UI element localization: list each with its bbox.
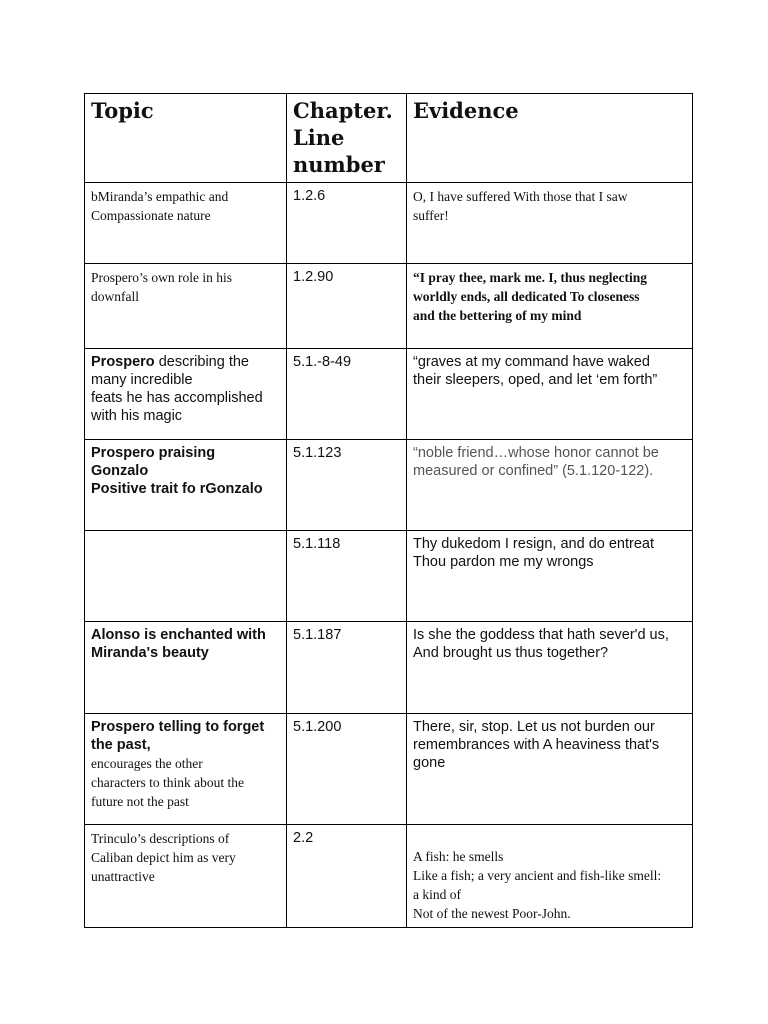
header-chapter-line: number — [293, 152, 385, 177]
chapter-cell: 5.1.-8-49 — [287, 349, 407, 440]
topic-cell — [85, 622, 287, 714]
table-row — [85, 440, 693, 531]
topic-cell — [85, 531, 287, 622]
header-evidence: Evidence — [407, 94, 693, 183]
header-topic: Topic — [85, 94, 287, 183]
topic-line: unattractive — [91, 869, 155, 884]
header-chapter-line: Line — [293, 125, 345, 150]
evidence-line: measured or confined” (5.1.120-122). — [413, 463, 654, 479]
table-row — [85, 349, 693, 440]
evidence-cell — [407, 622, 693, 714]
table-row — [85, 183, 693, 264]
topic-line: characters to think about the — [91, 775, 244, 790]
table-header-row — [85, 94, 693, 183]
topic-line: Trinculo’s descriptions of — [91, 831, 230, 846]
topic-cell — [85, 440, 287, 531]
evidence-line: Thy dukedom I resign, and do entreat — [413, 536, 655, 552]
topic-line: Gonzalo — [91, 463, 149, 479]
evidence-line: worldly ends, all dedicated To closeness — [413, 289, 640, 304]
header-chapter — [287, 94, 407, 183]
topic-cell — [85, 349, 287, 440]
topic-line: Compassionate nature — [91, 208, 211, 223]
topic-cell — [85, 825, 287, 928]
evidence-table — [84, 93, 693, 928]
evidence-cell — [407, 825, 693, 928]
topic-line: encourages the other — [91, 756, 203, 771]
evidence-line: a kind of — [413, 887, 461, 902]
table-row — [85, 714, 693, 825]
evidence-line: “graves at my command have waked — [413, 354, 650, 370]
evidence-line: and the bettering of my mind — [413, 308, 582, 323]
topic-line: Positive trait fo rGonzalo — [91, 481, 263, 497]
topic-line: downfall — [91, 289, 139, 304]
topic-bold-text: Prospero — [91, 354, 155, 370]
evidence-line: remembrances with A heaviness that's — [413, 737, 660, 753]
topic-line: Miranda's beauty — [91, 645, 209, 661]
evidence-line: Is she the goddess that hath sever'd us, — [413, 627, 669, 643]
topic-line: Alonso is enchanted with — [91, 627, 266, 643]
evidence-cell — [407, 714, 693, 825]
evidence-line: Thou pardon me my wrongs — [413, 554, 594, 570]
chapter-cell: 5.1.200 — [287, 714, 407, 825]
chapter-cell: 2.2 — [287, 825, 407, 928]
evidence-line: There, sir, stop. Let us not burden our — [413, 719, 655, 735]
topic-line: many incredible — [91, 372, 193, 388]
table-row — [85, 531, 693, 622]
evidence-line: “noble friend…whose honor cannot be — [413, 445, 659, 461]
chapter-cell: 5.1.118 — [287, 531, 407, 622]
evidence-line: gone — [413, 755, 446, 771]
topic-bold-line: Prospero telling to forget — [91, 719, 265, 735]
evidence-cell — [407, 264, 693, 349]
topic-cell — [85, 714, 287, 825]
topic-bold-line: the past, — [91, 737, 151, 753]
table-row — [85, 264, 693, 349]
topic-line: with his magic — [91, 408, 183, 424]
chapter-cell: 1.2.6 — [287, 183, 407, 264]
evidence-line: Not of the newest Poor-John. — [413, 906, 571, 921]
table-row — [85, 622, 693, 714]
topic-line: future not the past — [91, 794, 189, 809]
evidence-line: A fish: he smells — [413, 849, 504, 864]
topic-cell — [85, 183, 287, 264]
evidence-cell — [407, 531, 693, 622]
topic-line: bMiranda’s empathic and — [91, 189, 229, 204]
evidence-cell — [407, 440, 693, 531]
evidence-line: O, I have suffered With those that I saw — [413, 189, 628, 204]
table-row — [85, 825, 693, 928]
chapter-cell: 5.1.187 — [287, 622, 407, 714]
topic-line: feats he has accomplished — [91, 390, 263, 406]
chapter-cell: 5.1.123 — [287, 440, 407, 531]
topic-cell — [85, 264, 287, 349]
evidence-line: suffer! — [413, 208, 449, 223]
topic-line: Prospero’s own role in his — [91, 270, 232, 285]
topic-line: Caliban depict him as very — [91, 850, 236, 865]
header-chapter-line: Chapter. — [293, 98, 393, 123]
evidence-line: And brought us thus together? — [413, 645, 609, 661]
topic-text: describing the — [154, 354, 249, 370]
evidence-line: “I pray thee, mark me. I, thus neglecting — [413, 270, 647, 285]
evidence-line: their sleepers, oped, and let ‘em forth” — [413, 372, 658, 388]
chapter-cell: 1.2.90 — [287, 264, 407, 349]
topic-line: Prospero praising — [91, 445, 216, 461]
evidence-line: Like a fish; a very ancient and fish-like smell: — [413, 868, 662, 883]
evidence-cell — [407, 349, 693, 440]
evidence-cell — [407, 183, 693, 264]
